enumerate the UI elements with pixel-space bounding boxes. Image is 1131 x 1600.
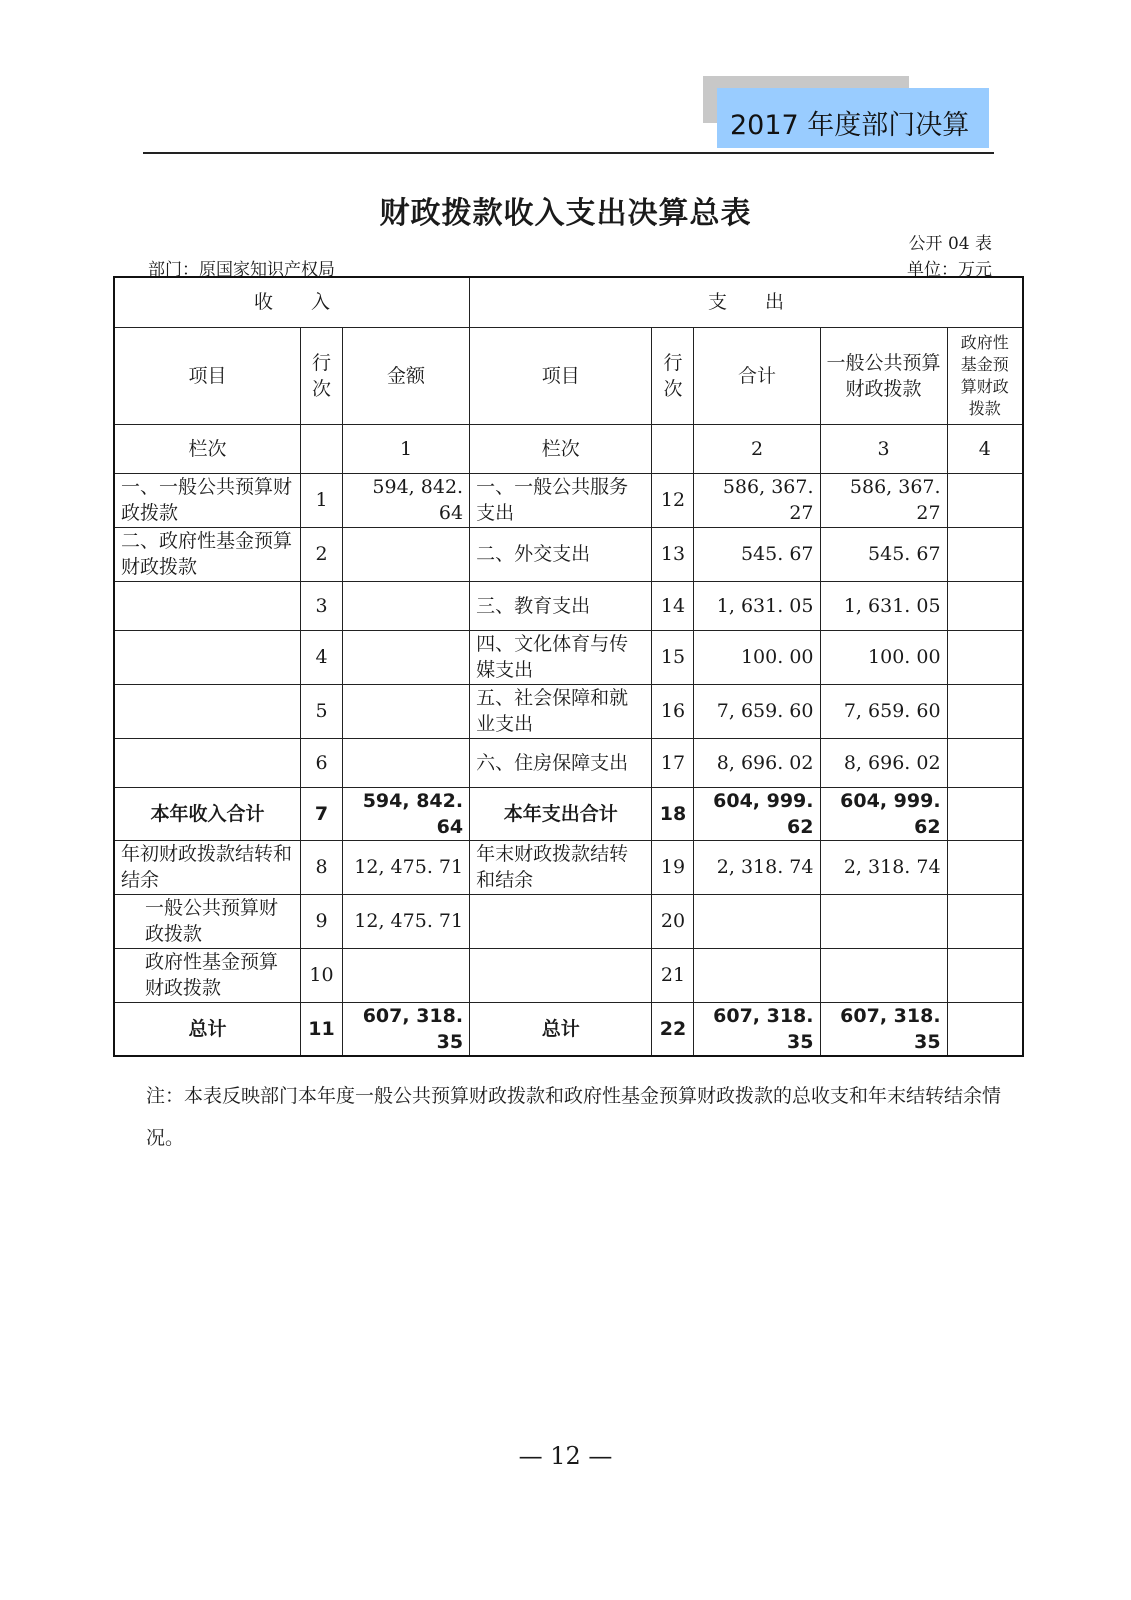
income-amount (342, 581, 469, 630)
income-row-number: 3 (300, 581, 342, 630)
table-row (114, 948, 1023, 1002)
col-item: 项目 (114, 327, 300, 424)
page-title: 财政拨款收入支出决算总表 (379, 196, 752, 231)
expense-general: 100. 00 (820, 630, 947, 684)
expense-general (820, 894, 947, 948)
income-row-number: 10 (300, 948, 342, 1002)
income-amount (342, 684, 469, 738)
expense-general (820, 948, 947, 1002)
expense-row-number: 22 (652, 1002, 694, 1056)
expense-general: 607, 318. 35 (820, 1002, 947, 1056)
expense-fund (947, 787, 1023, 840)
col-index-label: 栏次 (114, 424, 300, 473)
col-amount: 金额 (342, 327, 469, 424)
col-general: 一般公共预算财政拨款 (820, 327, 947, 424)
col-row2: 行次 (652, 327, 694, 424)
income-row-number: 7 (300, 787, 342, 840)
col-index-label2: 栏次 (470, 424, 652, 473)
unit-label: 单位：万元 (907, 260, 992, 280)
income-amount: 12, 475. 71 (342, 840, 469, 894)
expense-general: 604, 999. 62 (820, 787, 947, 840)
expense-fund (947, 738, 1023, 787)
table-row (114, 1002, 1023, 1056)
income-row-number: 6 (300, 738, 342, 787)
col-row: 行次 (300, 327, 342, 424)
expense-item: 六、住房保障支出 (470, 738, 652, 787)
expense-fund (947, 581, 1023, 630)
expense-row-number: 17 (652, 738, 694, 787)
expense-total: 607, 318. 35 (694, 1002, 820, 1056)
income-row-number: 11 (300, 1002, 342, 1056)
expense-item (470, 948, 652, 1002)
expense-row-number: 20 (652, 894, 694, 948)
expense-general: 7, 659. 60 (820, 684, 947, 738)
expense-total (694, 948, 820, 1002)
form-number: 公开 04 表 (908, 234, 992, 254)
income-amount (342, 630, 469, 684)
income-row-number: 5 (300, 684, 342, 738)
table-row (114, 894, 1023, 948)
expense-general: 2, 318. 74 (820, 840, 947, 894)
col-fund: 政府性基金预算财政拨款 (947, 327, 1023, 424)
col-index-2: 2 (694, 424, 820, 473)
income-item: 一、一般公共预算财政拨款 (114, 473, 300, 527)
column-header-row (114, 327, 1023, 424)
section-header-row (114, 277, 1023, 327)
table-row (114, 684, 1023, 738)
income-row-number: 2 (300, 527, 342, 581)
expense-header: 支 出 (470, 277, 1023, 327)
header-rule (143, 152, 994, 154)
col-index-4: 4 (947, 424, 1023, 473)
expense-fund (947, 840, 1023, 894)
expense-row-number: 16 (652, 684, 694, 738)
expense-general: 586, 367. 27 (820, 473, 947, 527)
income-item: 总计 (114, 1002, 300, 1056)
table-row (114, 581, 1023, 630)
table-row (114, 527, 1023, 581)
expense-fund (947, 1002, 1023, 1056)
income-item (114, 630, 300, 684)
expense-row-number: 12 (652, 473, 694, 527)
income-row-number: 8 (300, 840, 342, 894)
income-amount: 594, 842. 64 (342, 787, 469, 840)
expense-total: 1, 631. 05 (694, 581, 820, 630)
income-item (114, 684, 300, 738)
income-amount: 607, 318. 35 (342, 1002, 469, 1056)
expense-item: 总计 (470, 1002, 652, 1056)
income-amount (342, 948, 469, 1002)
expense-item (470, 894, 652, 948)
income-amount: 12, 475. 71 (342, 894, 469, 948)
expense-general: 545. 67 (820, 527, 947, 581)
expense-fund (947, 948, 1023, 1002)
table-row (114, 630, 1023, 684)
expense-item: 四、文化体育与传媒支出 (470, 630, 652, 684)
income-amount (342, 738, 469, 787)
income-item: 二、政府性基金预算财政拨款 (114, 527, 300, 581)
income-amount: 594, 842. 64 (342, 473, 469, 527)
expense-item: 一、一般公共服务支出 (470, 473, 652, 527)
header-badge-text: 2017 年度部门决算 (730, 110, 970, 141)
table-row (114, 738, 1023, 787)
department-label: 部门：原国家知识产权局 (148, 260, 335, 280)
expense-item: 五、社会保障和就业支出 (470, 684, 652, 738)
expense-fund (947, 527, 1023, 581)
expense-total (694, 894, 820, 948)
table-note: 注：本表反映部门本年度一般公共预算财政拨款和政府性基金预算财政拨款的总收支和年末结转结余情况。 (146, 1085, 1002, 1149)
expense-fund (947, 473, 1023, 527)
expense-item: 二、外交支出 (470, 527, 652, 581)
expense-total: 100. 00 (694, 630, 820, 684)
income-item: 年初财政拨款结转和结余 (114, 840, 300, 894)
expense-row-number: 18 (652, 787, 694, 840)
income-row-number: 1 (300, 473, 342, 527)
expense-item: 三、教育支出 (470, 581, 652, 630)
expense-fund (947, 630, 1023, 684)
income-item: 一般公共预算财政拨款 (114, 894, 300, 948)
income-row-number: 4 (300, 630, 342, 684)
col-item2: 项目 (470, 327, 652, 424)
finance-table (113, 276, 1024, 1057)
expense-general: 1, 631. 05 (820, 581, 947, 630)
expense-fund (947, 894, 1023, 948)
expense-item: 年末财政拨款结转和结余 (470, 840, 652, 894)
page-number: — 12 — (518, 1442, 613, 1470)
table-row (114, 473, 1023, 527)
expense-total: 8, 696. 02 (694, 738, 820, 787)
income-amount (342, 527, 469, 581)
expense-row-number: 21 (652, 948, 694, 1002)
table-row (114, 840, 1023, 894)
expense-item: 本年支出合计 (470, 787, 652, 840)
income-item (114, 581, 300, 630)
expense-total: 545. 67 (694, 527, 820, 581)
income-header: 收 入 (114, 277, 470, 327)
expense-row-number: 13 (652, 527, 694, 581)
col-index-3: 3 (820, 424, 947, 473)
expense-row-number: 15 (652, 630, 694, 684)
table-row (114, 787, 1023, 840)
expense-general: 8, 696. 02 (820, 738, 947, 787)
income-item (114, 738, 300, 787)
expense-total: 2, 318. 74 (694, 840, 820, 894)
expense-row-number: 19 (652, 840, 694, 894)
income-item: 政府性基金预算财政拨款 (114, 948, 300, 1002)
col-total: 合计 (694, 327, 820, 424)
expense-fund (947, 684, 1023, 738)
income-item: 本年收入合计 (114, 787, 300, 840)
expense-total: 7, 659. 60 (694, 684, 820, 738)
column-index-row (114, 424, 1023, 473)
expense-total: 604, 999. 62 (694, 787, 820, 840)
expense-total: 586, 367. 27 (694, 473, 820, 527)
col-index-1: 1 (342, 424, 469, 473)
income-row-number: 9 (300, 894, 342, 948)
expense-row-number: 14 (652, 581, 694, 630)
